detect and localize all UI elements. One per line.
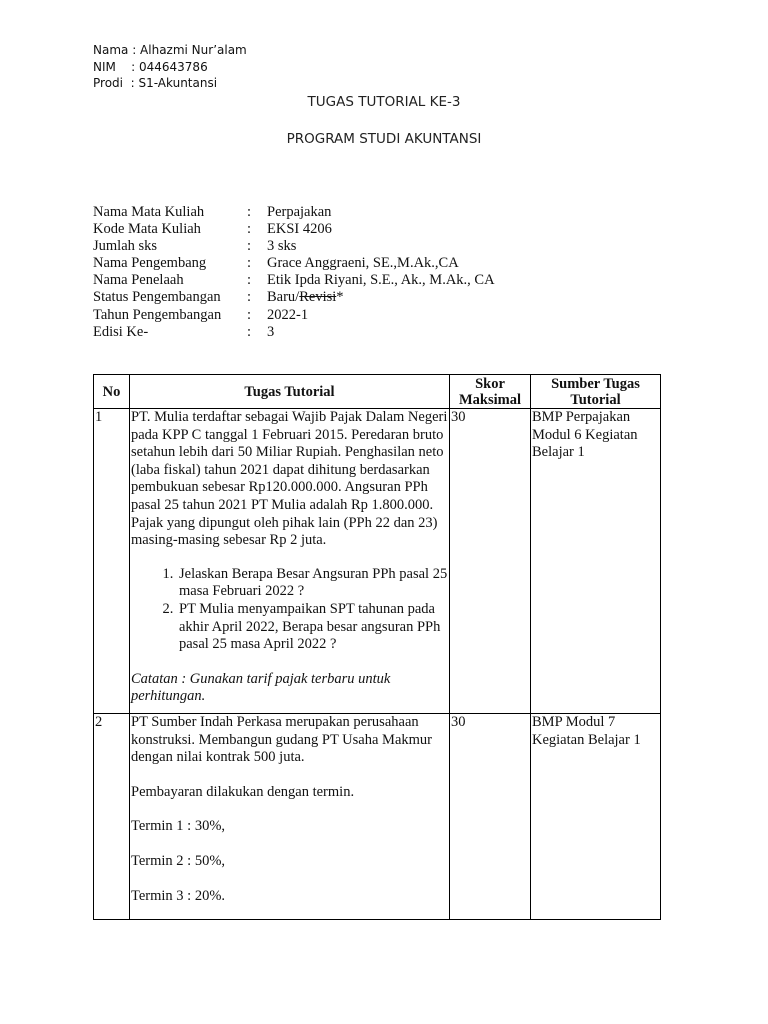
table-row [94, 409, 661, 714]
course-label: Kode Mata Kuliah [93, 221, 201, 238]
course-value: EKSI 4206 [267, 221, 332, 238]
course-row-sks: Jumlah sks : 3 sks [93, 238, 297, 255]
course-row-reviewer: Nama Penelaah : Etik Ipda Riyani, S.E., Ak., M.Ak., CA [93, 272, 495, 289]
task-score: 30 [450, 714, 531, 920]
course-row-status: Status Pengembangan : Baru/Revisi* [93, 289, 344, 306]
task-paragraph: Termin 2 : 50%, [131, 852, 226, 869]
course-value: 3 [267, 323, 275, 340]
table-row [94, 714, 661, 920]
header-task: Tugas Tutorial [130, 375, 450, 409]
course-value: Grace Anggraeni, SE.,M.Ak.,CA [267, 255, 459, 272]
student-name: Nama : Alhazmi Nur’alam [93, 43, 247, 57]
course-value: 3 sks [267, 238, 297, 255]
task-source: BMP Modul 7 Kegiatan Belajar 1 [531, 714, 661, 920]
student-prodi: Prodi : S1-Akuntansi [93, 76, 218, 90]
student-nim: NIM : 044643786 [93, 59, 208, 74]
course-value: Perpajakan [267, 204, 332, 220]
course-row-developer: Nama Pengembang : Grace Anggraeni, SE.,M.Ak.,CA [93, 255, 459, 272]
question-item: 1. Jelaskan Berapa Besar Angsuran PPh pasal 25 masa Februari 2022 ? [177, 566, 448, 601]
task-score: 30 [450, 409, 531, 714]
course-value: 2022-1 [267, 306, 309, 323]
task-number: 2 [94, 714, 130, 920]
task-description [130, 714, 450, 920]
course-row-name: Nama Mata Kuliah : Perpajakan [93, 204, 332, 220]
course-row-code: Kode Mata Kuliah : EKSI 4206 [93, 221, 332, 238]
course-label: Tahun Pengembangan [93, 306, 222, 323]
course-label: Status Pengembangan [93, 289, 221, 306]
struck-option: Revisi [299, 289, 337, 306]
course-label: Nama Mata Kuliah [93, 204, 205, 220]
header-score: Skor Maksimal [450, 375, 531, 409]
task-text: PT Sumber Indah Perkasa merupakan perusahaan konstruksi. Membangun gudang PT Usaha Makmur dengan nilai kontrak 500 juta. [131, 714, 432, 766]
course-value: Etik Ipda Riyani, S.E., Ak., M.Ak., CA [267, 272, 495, 289]
task-note: Catatan : Gunakan tarif pajak terbaru untuk perhitungan. [131, 670, 391, 705]
course-label: Edisi Ke- [93, 323, 149, 340]
question-list [131, 566, 448, 654]
tutorial-task-table [93, 374, 661, 920]
course-row-edition: Edisi Ke- : 3 [93, 323, 275, 340]
document-title: TUGAS TUTORIAL KE-3 [307, 94, 461, 110]
document-subtitle: PROGRAM STUDI AKUNTANSI [286, 131, 482, 147]
student-info [93, 42, 247, 92]
course-value: Baru/Revisi* [267, 289, 344, 306]
task-number: 1 [94, 409, 130, 714]
course-label: Nama Penelaah [93, 272, 184, 289]
task-paragraph: Termin 3 : 20%. [131, 887, 226, 904]
task-source: BMP Perpajakan Modul 6 Kegiatan Belajar 1 [531, 409, 661, 714]
task-paragraph: Pembayaran dilakukan dengan termin. [131, 783, 355, 800]
task-text: PT. Mulia terdaftar sebagai Wajib Pajak Dalam Negeri pada KPP C tanggal 1 Februari 2015. Peredaran bruto setahun lebih dari 50 Miliar Rupiah. Penghasilan neto (laba fiskal) tahun 2021 dapat dihitung berdasarkan pembukuan sebesar Rp120.000.000. Angsuran PPh pasal 25 tahun 2021 PT Mulia adalah Rp 1.800.000. Pajak yang dipungut oleh pihak lain (PPh 22 dan 23) masing-masing sebesar Rp 2 juta. [131, 409, 448, 549]
task-paragraph: Termin 1 : 30%, [131, 818, 226, 835]
question-item: 2. PT Mulia menyampaikan SPT tahunan pada akhir April 2022, Berapa besar angsuran PPh pasal 25 masa April 2022 ? [177, 601, 448, 654]
course-info [93, 204, 495, 341]
course-label: Jumlah sks [93, 238, 158, 255]
course-row-year: Tahun Pengembangan : 2022-1 [93, 306, 309, 323]
header-source: Sumber Tugas Tutorial [531, 375, 661, 409]
header-no: No [94, 375, 130, 409]
task-description [130, 409, 450, 714]
course-label: Nama Pengembang [93, 255, 207, 272]
table-header-row [94, 375, 661, 409]
